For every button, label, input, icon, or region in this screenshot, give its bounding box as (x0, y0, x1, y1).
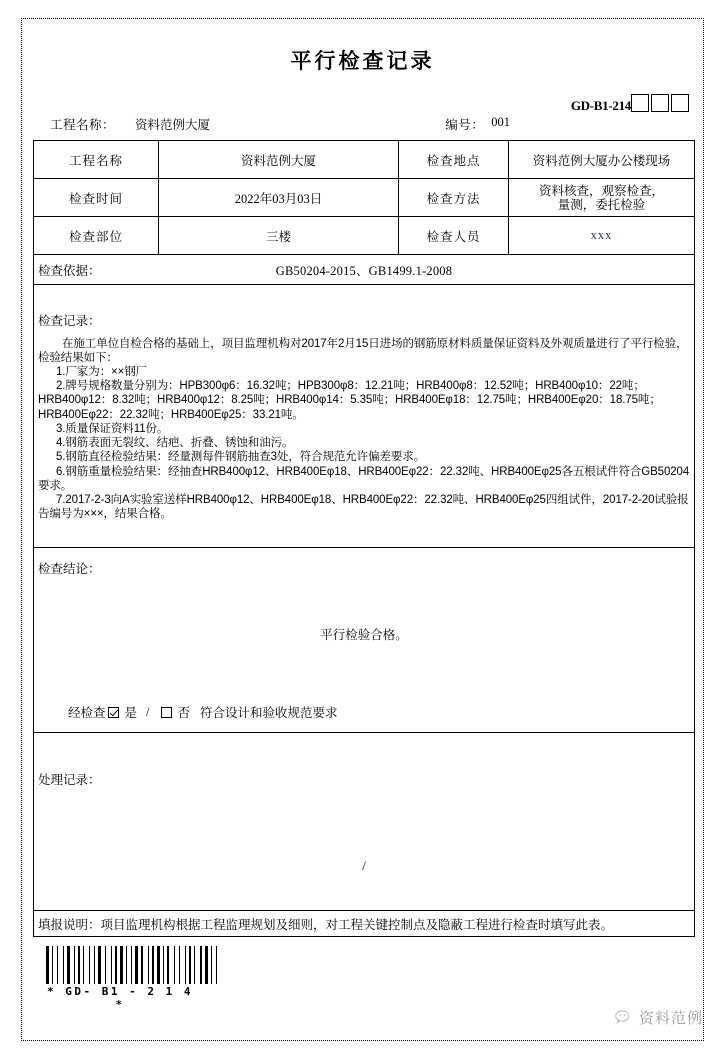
header-meta-row (33, 115, 692, 135)
watermark-label: 资料范例 (638, 1010, 703, 1027)
inspect-part-value[interactable]: 三楼 (159, 217, 399, 255)
form-code-box[interactable] (671, 94, 689, 112)
table-row-conclusion (34, 548, 695, 733)
record-item: 4.钢筋表面无裂纹、结疤、折叠、锈蚀和油污。 (56, 437, 294, 450)
project-name-cell-value[interactable]: 资料范例大厦 (159, 141, 399, 179)
serial-number-label: 编号： (445, 118, 485, 132)
record-paragraph: 在施工单位自检合格的基础上，项目监理机构对2017年2月15日进场的钢筋原材料质量保证资料及外观质量进行了平行检验，检验结果如下： (38, 337, 688, 364)
record-item: 5.钢筋直径检验结果：经量测每件钢筋抽查3处，符合规范允许偏差要求。 (56, 451, 426, 464)
conclusion-text[interactable]: 平行检验合格。 (320, 628, 408, 642)
serial-number-value: 001 (491, 115, 510, 129)
inspector-value[interactable]: xxx (509, 217, 695, 255)
inspect-location-value[interactable]: 资料范例大厦办公楼现场 (509, 141, 695, 179)
record-item: 3.质量保证资料11份。 (56, 422, 169, 435)
checkbox-no-label: 否 (177, 706, 191, 720)
table-row-note (34, 911, 695, 937)
conclusion-label: 检查结论： (38, 562, 101, 576)
record-item: 1.厂家为：××钢厂 (56, 366, 148, 379)
inspect-method-line2: 量测，委托检验 (557, 197, 646, 212)
footer-note-cell: 填报说明：项目监理机构根据工程监理规划及细则，对工程关键控制点及隐蔽工程进行检查时填写此表。 (34, 911, 695, 937)
table-row-record (34, 285, 695, 548)
watermark (615, 1007, 703, 1028)
inspect-record-cell (34, 285, 695, 548)
record-table (33, 140, 695, 937)
conclusion-cell (34, 548, 695, 733)
project-name-cell-label: 工程名称 (34, 141, 159, 179)
inspector-label: 检查人员 (399, 217, 509, 255)
inspect-method-value[interactable] (509, 179, 695, 217)
table-row (34, 141, 695, 179)
table-row (34, 217, 695, 255)
check-prefix-label: 经检查 (68, 706, 106, 720)
checkbox-yes-label: 是 (124, 706, 138, 720)
table-row-handling (34, 733, 695, 911)
inspect-record-label: 检查记录： (38, 313, 101, 328)
form-code-row (33, 93, 692, 112)
inspect-method-line1: 资料核查，观察检查， (538, 183, 664, 198)
form-code-label: GD-B1-214 (570, 98, 631, 113)
inspect-basis-value[interactable]: GB50204-2015、GB1499.1-2008 (275, 263, 453, 278)
inspect-time-label: 检查时间 (34, 179, 159, 217)
record-item: 7.2017-2-3向A实验室送样HRB400φ12、HRB400Eφ18、HRB400Eφ22：22.32吨、HRB400Eφ25四组试件，2017-2-20试验报告编号为×××，结果合格。 (38, 493, 689, 521)
wechat-icon (615, 1010, 634, 1025)
inspect-basis-cell (34, 255, 695, 285)
form-code-box[interactable] (631, 94, 649, 112)
document-page (21, 18, 704, 1041)
barcode-area (33, 946, 692, 1012)
conclusion-check-line (68, 703, 690, 721)
inspect-method-label: 检查方法 (399, 179, 509, 217)
inspect-location-label: 检查地点 (399, 141, 509, 179)
table-row-basis (34, 255, 695, 285)
barcode-image (46, 946, 692, 984)
checkbox-yes[interactable] (108, 707, 119, 718)
check-separator: / (146, 704, 150, 719)
project-name-value: 资料范例大厦 (135, 118, 211, 132)
inspect-basis-label: 检查依据： (38, 263, 101, 278)
barcode-text: * GD- B1 - 2 1 4 * (47, 985, 193, 1011)
inspect-record-body[interactable] (38, 337, 690, 522)
page-title: 平行检查记录 (290, 49, 435, 73)
inspect-time-value[interactable]: 2022年03月03日 (159, 179, 399, 217)
form-code-boxes (631, 94, 689, 112)
handling-record-label: 处理记录： (38, 772, 101, 787)
table-row (34, 179, 695, 217)
checkbox-no[interactable] (161, 707, 172, 718)
record-item: 2.牌号规格数量分别为：HPB300φ6：16.32吨；HPB300φ8：12.21吨；HRB400φ8：12.52吨；HRB400φ10：22吨；HRB400φ12：8.32吨；HRB400φ12：8.25吨；HRB400φ14：5.35吨；HRB400Eφ18：12.75吨；HRB400Eφ20：18.75吨；HRB400Eφ22：22.32吨；HRB400Eφ25：33.21吨。 (38, 380, 661, 421)
handling-record-value[interactable]: / (362, 857, 366, 873)
check-suffix-label: 符合设计和验收规范要求 (200, 706, 338, 720)
record-item: 6.钢筋重量检验结果：经抽查HRB400φ12、HRB400Eφ18、HRB400Eφ22：22.32吨、HRB400Eφ25各五根试件符合GB50204要求。 (38, 465, 690, 492)
handling-record-cell (34, 733, 695, 911)
form-code-box[interactable] (651, 94, 669, 112)
project-name-label: 工程名称： (50, 118, 116, 132)
inspect-part-label: 检查部位 (34, 217, 159, 255)
